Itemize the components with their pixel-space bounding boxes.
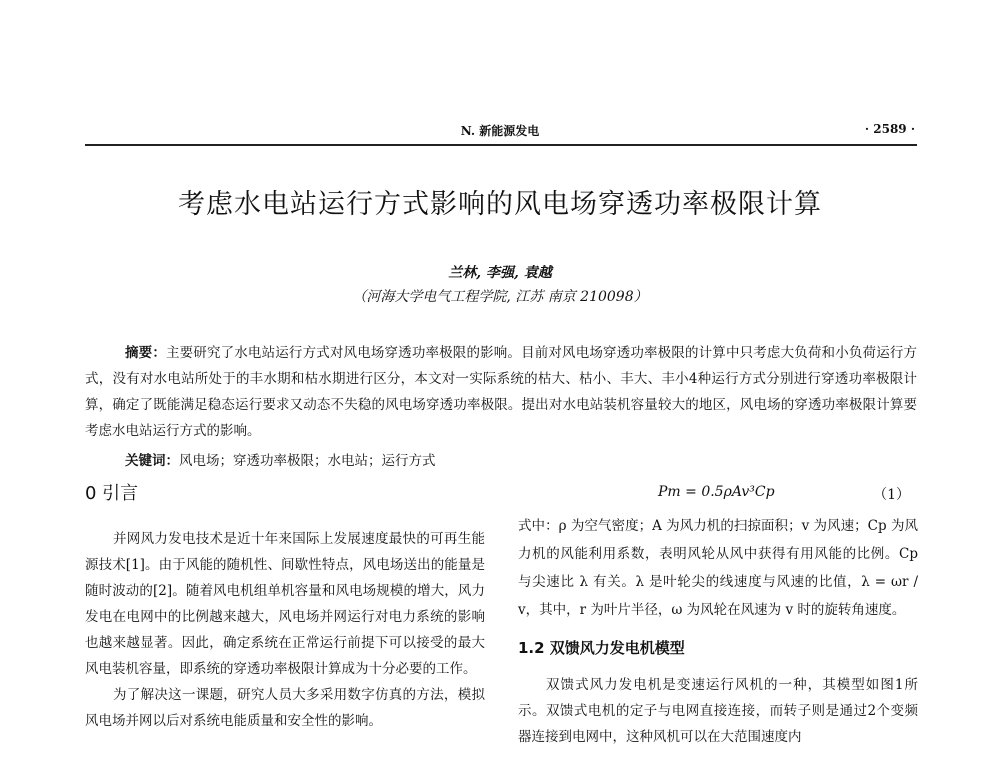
dfig-paragraph-1: 双馈式风力发电机是变速运行风机的一种，其模型如图1所示。双馈式电机的定子与电网直接连接，而转子则是通过2个变频器连接到电网中，这种风机可以在大范围速度内 — [518, 677, 918, 745]
equation-formula: Pm = 0.5ρAv³Cp — [658, 484, 775, 500]
section-heading-introduction: 0 引言 — [85, 483, 139, 504]
abstract — [85, 340, 917, 444]
equation-description: 式中：ρ 为空气密度；A 为风力机的扫掠面积；v 为风速；Cp 为风力机的风能利用系数，表明风轮从风中获得有用风能的比例。Cp 与尖速比 λ 有关。λ 是叶轮尖的线速度与风速的比值，λ = ωr / v，其中，r 为叶片半径，ω 为风轮在风速为 v 时的旋转角速度。 — [518, 518, 918, 618]
header-rule — [85, 144, 917, 146]
abstract-label: 摘要： — [125, 345, 166, 361]
authors: 兰林, 李强, 袁越 — [448, 265, 552, 281]
equation-number: （1） — [873, 487, 910, 503]
affiliation: （河海大学电气工程学院, 江苏 南京 210098） — [352, 289, 648, 305]
keywords-label: 关键词： — [125, 453, 179, 469]
right-column — [518, 480, 918, 750]
keywords-text: 风电场；穿透功率极限；水电站；运行方式 — [179, 453, 436, 469]
page-number: · 2589 · — [864, 122, 915, 136]
keywords — [125, 449, 915, 469]
section-heading-dfig-model: 1.2 双馈风力发电机模型 — [518, 639, 685, 657]
paper-title: 考虑水电站运行方式影响的风电场穿透功率极限计算 — [178, 189, 822, 220]
left-column — [85, 480, 485, 734]
intro-paragraph-2: 为了解决这一课题，研究人员大多采用数字仿真的方法，模拟风电场并网以后对系统电能质量和安全性的影响。 — [85, 687, 485, 729]
abstract-text: 主要研究了水电站运行方式对风电场穿透功率极限的影响。目前对风电场穿透功率极限的计算中只考虑大负荷和小负荷运行方式，没有对水电站所处于的丰水期和枯水期进行区分，本文对一实际系统的枯大、枯小、丰大、丰小4种运行方式分别进行穿透功率极限计算，确定了既能满足稳态运行要求又动态不失稳的风电场穿透功率极限。提出对水电站装机容量较大的地区，风电场的穿透功率极限计算要考虑水电站运行方式的影响。 — [85, 345, 918, 439]
running-header-section: N. 新能源发电 — [460, 124, 540, 138]
equation-1 — [518, 480, 918, 504]
intro-paragraph-1: 并网风力发电技术是近十年来国际上发展速度最快的可再生能源技术[1]。由于风能的随机性、间歇性特点，风电场送出的能量是随时波动的[2]。随着风电机组单机容量和风电场规模的增大，风力发电在电网中的比例越来越大，风电场并网运行对电力系统的影响也越来越显著。因此，确定系统在正常运行前提下可以接受的最大风电装机容量，即系统的穿透功率极限计算成为十分必要的工作。 — [85, 531, 485, 677]
